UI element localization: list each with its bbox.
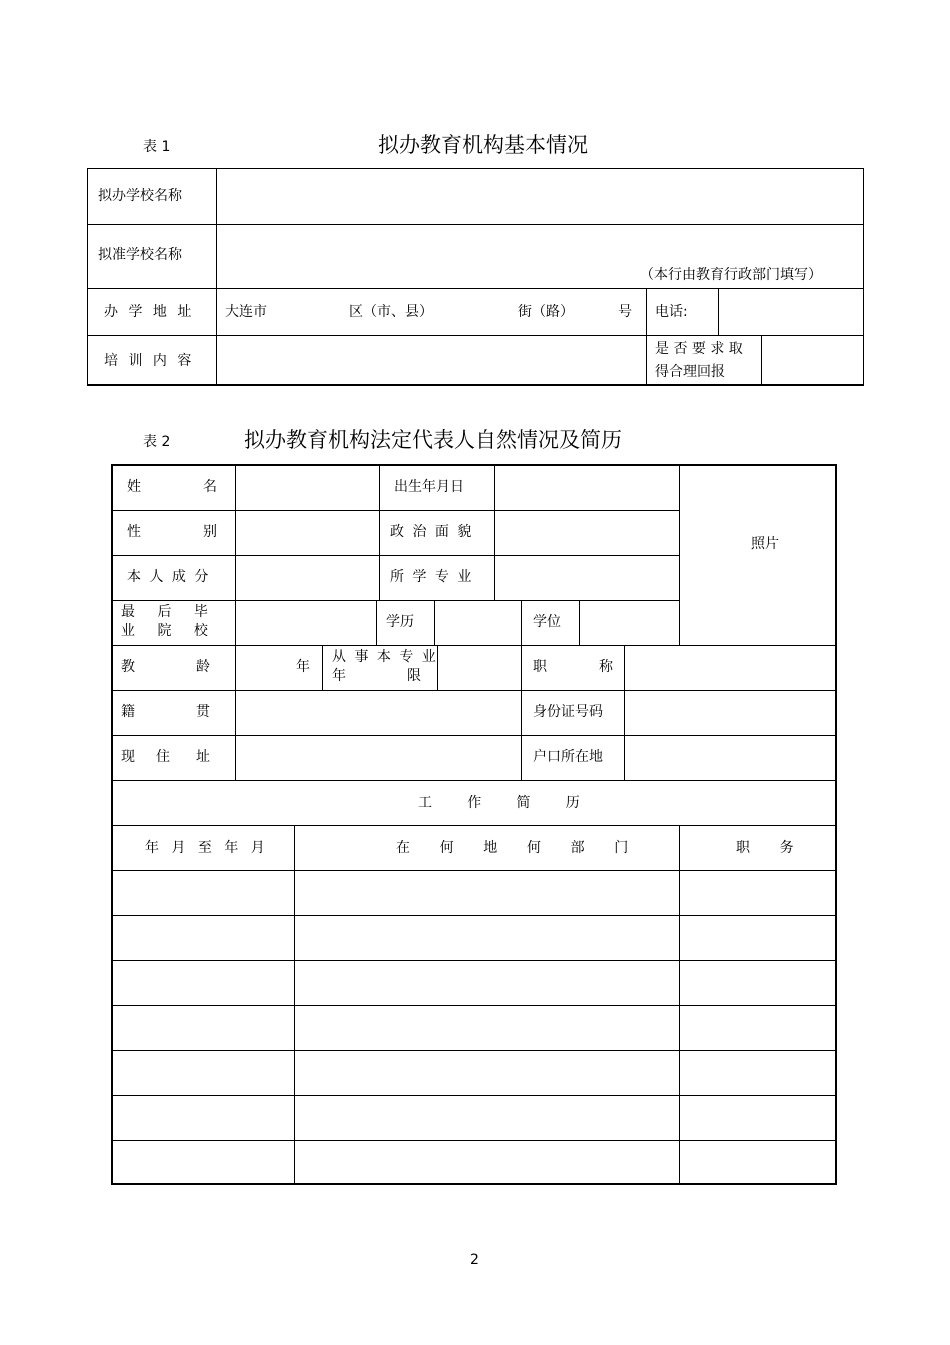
teaching-years-label-b: 龄 bbox=[196, 659, 210, 675]
birth-label: 出生年月日 bbox=[394, 479, 464, 495]
id-label: 身份证号码 bbox=[533, 704, 603, 720]
phone-field[interactable] bbox=[720, 290, 862, 334]
school-name-field[interactable] bbox=[218, 170, 862, 223]
photo-label: 照片 bbox=[751, 536, 779, 552]
native-field[interactable] bbox=[237, 692, 520, 734]
major-years-label-line2b: 限 bbox=[407, 668, 421, 684]
political-label: 政 治 面 貌 bbox=[390, 524, 474, 540]
table-row[interactable] bbox=[113, 1096, 835, 1140]
status-label: 本 人 成 分 bbox=[127, 569, 211, 585]
grad-school-label-line2: 业 院 校 bbox=[121, 623, 217, 639]
native-label-b: 贯 bbox=[196, 704, 210, 720]
major-years-field[interactable] bbox=[439, 647, 520, 689]
address-city: 大连市 bbox=[225, 304, 267, 320]
education-label: 学历 bbox=[386, 614, 414, 630]
hukou-label: 户口所在地 bbox=[533, 749, 603, 765]
table-row[interactable] bbox=[113, 871, 835, 915]
table2-label: 表 2 bbox=[143, 434, 171, 450]
training-field[interactable] bbox=[218, 337, 645, 384]
major-years-label-line1: 从 事 本 专 业 bbox=[332, 649, 438, 665]
approved-name-field[interactable] bbox=[218, 226, 862, 262]
current-address-label-b: 住 bbox=[156, 749, 170, 765]
name-label-a: 姓 bbox=[127, 479, 141, 495]
reply-label-line1: 是 否 要 求 取 bbox=[655, 341, 743, 357]
col-where-header: 在 何 地 何 部 门 bbox=[396, 840, 641, 856]
reply-label-line2: 得合理回报 bbox=[655, 364, 725, 380]
address-label: 办 学 地 址 bbox=[104, 304, 195, 320]
table2-title: 拟办教育机构法定代表人自然情况及简历 bbox=[244, 428, 622, 452]
school-name-label: 拟办学校名称 bbox=[98, 188, 182, 204]
native-label-a: 籍 bbox=[121, 704, 135, 720]
table1-title: 拟办教育机构基本情况 bbox=[378, 133, 588, 157]
degree-field[interactable] bbox=[581, 602, 678, 644]
education-field[interactable] bbox=[436, 602, 520, 644]
id-field[interactable] bbox=[626, 692, 834, 734]
approved-name-label: 拟准学校名称 bbox=[98, 247, 182, 263]
teaching-years-label-a: 教 bbox=[121, 659, 135, 675]
current-address-label-c: 址 bbox=[196, 749, 210, 765]
col-period-header: 年 月 至 年 月 bbox=[145, 840, 269, 856]
major-label: 所 学 专 业 bbox=[390, 569, 474, 585]
gender-field[interactable] bbox=[237, 512, 378, 554]
grad-school-label-line1: 最 后 毕 bbox=[121, 604, 217, 620]
work-history-title: 工 作 简 历 bbox=[418, 795, 596, 811]
current-address-field[interactable] bbox=[237, 737, 520, 779]
table-row[interactable] bbox=[113, 961, 835, 1005]
table-row[interactable] bbox=[113, 1051, 835, 1095]
page-number: 2 bbox=[470, 1252, 479, 1268]
address-street: 街（路） bbox=[518, 304, 574, 320]
current-address-label-a: 现 bbox=[121, 749, 135, 765]
political-field[interactable] bbox=[496, 512, 678, 554]
gender-label-a: 性 bbox=[127, 524, 141, 540]
teaching-years-field[interactable] bbox=[237, 647, 292, 689]
col-position-header: 职 务 bbox=[736, 840, 807, 856]
reply-field[interactable] bbox=[763, 337, 862, 384]
major-field[interactable] bbox=[496, 557, 678, 599]
hukou-field[interactable] bbox=[626, 737, 834, 779]
table-row[interactable] bbox=[113, 1141, 835, 1183]
birth-field[interactable] bbox=[496, 466, 678, 509]
table1-label: 表 1 bbox=[143, 139, 171, 155]
degree-label: 学位 bbox=[533, 614, 561, 630]
phone-label: 电话: bbox=[655, 304, 688, 320]
status-field[interactable] bbox=[237, 557, 378, 599]
title-field[interactable] bbox=[626, 647, 834, 689]
approved-name-note: （本行由教育行政部门填写） bbox=[640, 267, 822, 283]
table-row[interactable] bbox=[113, 916, 835, 960]
years-unit: 年 bbox=[296, 659, 310, 675]
name-label-b: 名 bbox=[203, 479, 217, 495]
gender-label-b: 别 bbox=[203, 524, 217, 540]
address-number: 号 bbox=[618, 304, 632, 320]
grad-school-field[interactable] bbox=[237, 602, 375, 644]
photo-box[interactable] bbox=[681, 466, 834, 644]
name-field[interactable] bbox=[237, 466, 378, 509]
title-label-b: 称 bbox=[599, 659, 613, 675]
major-years-label-line2a: 年 bbox=[332, 668, 346, 684]
title-label-a: 职 bbox=[533, 659, 547, 675]
address-district: 区（市、县） bbox=[349, 304, 433, 320]
table-row[interactable] bbox=[113, 1006, 835, 1050]
training-label: 培 训 内 容 bbox=[104, 353, 195, 369]
